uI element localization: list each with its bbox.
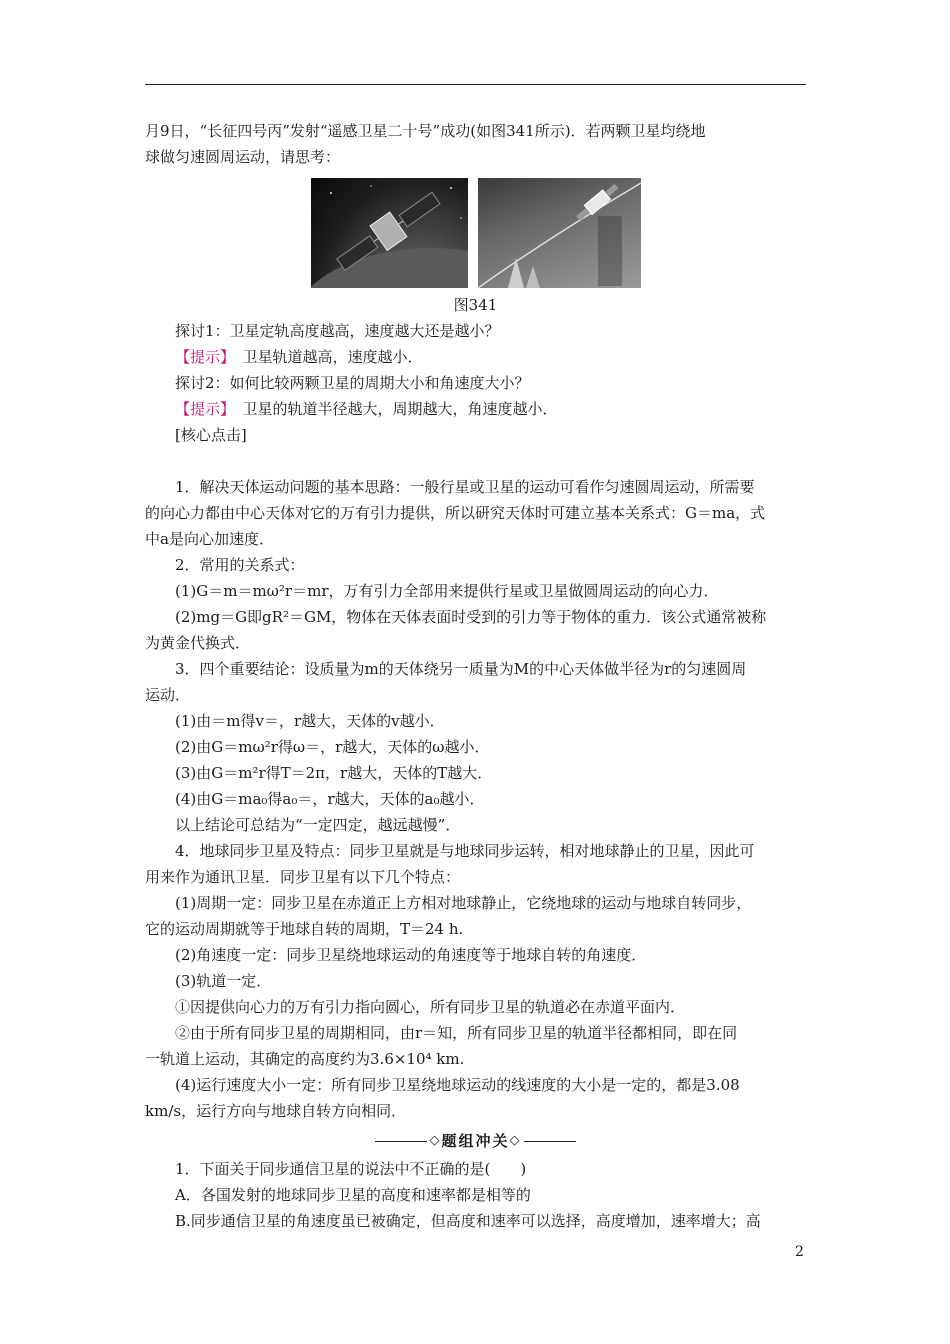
header-rule <box>145 84 806 85</box>
text-line: 球做匀速圆周运动，请思考： <box>145 148 341 166</box>
text-line: (1)周期一定：同步卫星在赤道正上方相对地球静止，它绕地球的运动与地球自转同步， <box>175 894 752 912</box>
divider <box>375 1141 427 1142</box>
text-line: (1)由＝m得v＝，r越大，天体的v越小． <box>175 712 445 730</box>
core-heading: [核心点击] <box>175 426 247 444</box>
hint-text: 卫星轨道越高，速度越小． <box>242 348 423 366</box>
figure-341 <box>145 178 806 288</box>
section-title <box>145 1128 806 1154</box>
page-number: 2 <box>795 1244 804 1260</box>
text-line: 2．常用的关系式： <box>175 556 305 574</box>
text-line: (2)由G＝mω²r得ω＝，r越大，天体的ω越小． <box>175 738 490 756</box>
text-line: 3．四个重要结论：设质量为m的天体绕另一质量为M的中心天体做半径为r的匀速圆周 <box>175 660 747 678</box>
hint-label: 【提示】 <box>175 400 228 418</box>
exercise-option-a: A．各国发射的地球同步卫星的高度和速率都是相等的 <box>175 1186 531 1204</box>
section-title-text: 题组冲关 <box>441 1132 510 1150</box>
hint-2 <box>145 396 806 422</box>
text-line: 一轨道上运动，其确定的高度约为3.6×10⁴ km. <box>145 1050 465 1068</box>
exercise-question: 1．下面关于同步通信卫星的说法中不正确的是( ) <box>175 1160 527 1178</box>
text-line: (4)由G＝ma₀得a₀＝，r越大，天体的a₀越小． <box>175 790 485 808</box>
figure-caption: 图341 <box>453 296 498 314</box>
text-line: 它的运动周期就等于地球自转的周期，T＝24 h. <box>145 920 464 938</box>
satellite-photo-right <box>478 178 641 288</box>
question-2: 探讨2：如何比较两颗卫星的周期大小和角速度大小？ <box>175 374 530 392</box>
text-line: (4)运行速度大小一定：所有同步卫星绕地球运动的线速度的大小是一定的，都是3.08 <box>175 1076 740 1094</box>
text-line: (1)G＝m＝mω²r＝mr，万有引力全部用来提供行星或卫星做圆周运动的向心力． <box>175 582 719 600</box>
hint-label: 【提示】 <box>175 348 228 366</box>
question-1: 探讨1：卫星定轨高度越高，速度越大还是越小？ <box>175 322 500 340</box>
text-line: 的向心力都由中心天体对它的万有引力提供，所以研究天体时可建立基本关系式：G＝ma，式 <box>145 504 766 522</box>
text-line: (3)由G＝m²r得T＝2π，r越大，天体的T越大． <box>175 764 493 782</box>
text-line: ②由于所有同步卫星的周期相同，由r＝知，所有同步卫星的轨道半径都相同，即在同 <box>175 1024 738 1042</box>
text-line: 为黄金代换式． <box>145 634 251 652</box>
text-line: 1．解决天体运动问题的基本思路：一般行星或卫星的运动可看作匀速圆周运动，所需要 <box>175 478 755 496</box>
text-line: 以上结论可总结为“一定四定，越远越慢”． <box>175 816 461 834</box>
text-line: (2)角速度一定：同步卫星绕地球运动的角速度等于地球自转的角速度． <box>175 946 647 964</box>
diamond-icon: ◇ <box>509 1133 522 1148</box>
divider <box>524 1141 576 1142</box>
text-line: ①因提供向心力的万有引力指向圆心，所有同步卫星的轨道必在赤道平面内． <box>175 998 686 1016</box>
text-line: 中a是向心加速度． <box>145 530 274 548</box>
text-line: km/s，运行方向与地球自转方向相同． <box>145 1102 407 1120</box>
hint-text: 卫星的轨道半径越大，周期越大，角速度越小． <box>242 400 558 418</box>
exercise-option-b: B.同步通信卫星的角速度虽已被确定，但高度和速率可以选择，高度增加，速率增大；高 <box>175 1212 761 1230</box>
text-line: (3)轨道一定． <box>175 972 272 990</box>
text-line: 用来作为通讯卫星．同步卫星有以下几个特点： <box>145 868 461 886</box>
diamond-icon: ◇ <box>429 1133 442 1148</box>
text-line: 运动． <box>145 686 191 704</box>
document-body <box>145 118 806 1234</box>
satellite-photo-left <box>311 178 468 288</box>
text-line: (2)mg＝G即gR²＝GM，物体在天体表面时受到的引力等于物体的重力．该公式通常被称 <box>175 608 767 626</box>
text-line: 月9日，“长征四号丙”发射“遥感卫星二十号”成功(如图341所示)．若两颗卫星均绕地 <box>145 122 706 140</box>
hint-1 <box>145 344 806 370</box>
text-line: 4．地球同步卫星及特点：同步卫星就是与地球同步运转，相对地球静止的卫星，因此可 <box>175 842 755 860</box>
